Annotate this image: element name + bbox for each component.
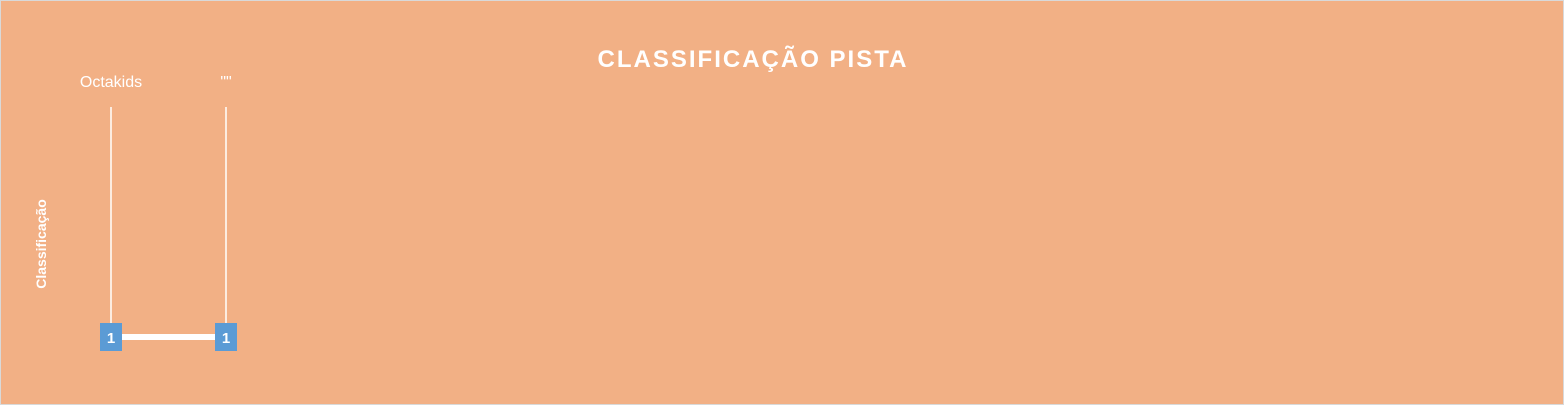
y-axis-label: Classificação	[33, 199, 49, 289]
category-label: ""	[220, 74, 232, 91]
data-label: 1	[106, 330, 116, 347]
chart-title: CLASSIFICAÇÃO PISTA	[597, 46, 909, 73]
category-label: Octakids	[79, 74, 143, 91]
plot-area	[80, 74, 237, 351]
data-label: 1	[221, 330, 231, 347]
chart-svg	[1, 1, 1564, 406]
